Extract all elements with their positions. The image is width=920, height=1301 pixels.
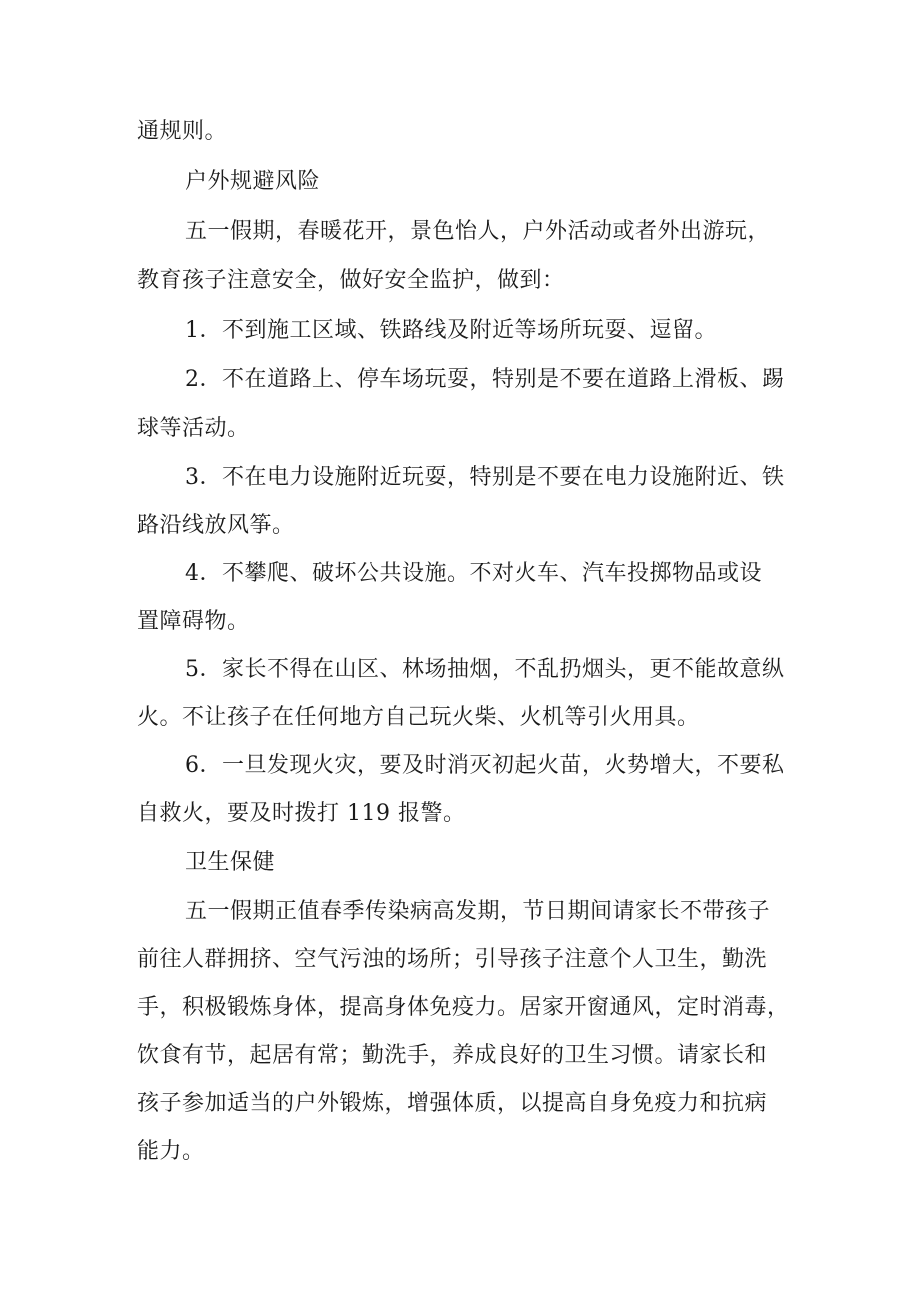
list-item-6: 6．一旦发现火灾，要及时消灭初起火苗，火势增大，不要私 (185, 753, 785, 778)
paragraph-line: 能力。 (137, 1139, 205, 1164)
paragraph-line: 孩子参加适当的户外锻炼，增强体质，以提高自身免疫力和抗病 (137, 1091, 768, 1116)
list-item-3: 3．不在电力设施附近玩耍，特别是不要在电力设施附近、铁 (185, 465, 785, 490)
paragraph-line: 饮食有节，起居有常；勤洗手，养成良好的卫生习惯。请家长和 (137, 1043, 768, 1068)
continuation-line: 通规则。 (137, 119, 228, 144)
list-item-6-cont: 自救火，要及时拨打 119 报警。 (137, 801, 466, 826)
paragraph-line: 五一假期，春暖花开，景色怡人，户外活动或者外出游玩， (185, 219, 771, 244)
section-heading-outdoor: 户外规避风险 (185, 169, 321, 194)
list-item-2-cont: 球等活动。 (137, 416, 250, 441)
paragraph-line: 前往人群拥挤、空气污浊的场所；引导孩子注意个人卫生，勤洗 (137, 947, 768, 972)
list-item-4-cont: 置障碍物。 (137, 609, 250, 634)
list-item-2: 2．不在道路上、停车场玩耍，特别是不要在道路上滑板、踢 (185, 367, 785, 392)
paragraph-line: 教育孩子注意安全，做好安全监护，做到： (137, 268, 565, 293)
list-item-4: 4．不攀爬、破坏公共设施。不对火车、汽车投掷物品或设 (185, 561, 762, 586)
list-item-1: 1．不到施工区域、铁路线及附近等场所玩耍、逗留。 (185, 318, 717, 343)
paragraph-line: 五一假期正值春季传染病高发期，节日期间请家长不带孩子 (185, 899, 771, 924)
section-heading-health: 卫生保健 (185, 850, 276, 875)
list-item-3-cont: 路沿线放风筝。 (137, 513, 295, 538)
list-item-5: 5．家长不得在山区、林场抽烟，不乱扔烟头，更不能故意纵 (185, 657, 785, 682)
paragraph-line: 手，积极锻炼身体，提高身体免疫力。居家开窗通风，定时消毒， (137, 995, 790, 1020)
list-item-5-cont: 火。不让孩子在任何地方自己玩火柴、火机等引火用具。 (137, 705, 700, 730)
